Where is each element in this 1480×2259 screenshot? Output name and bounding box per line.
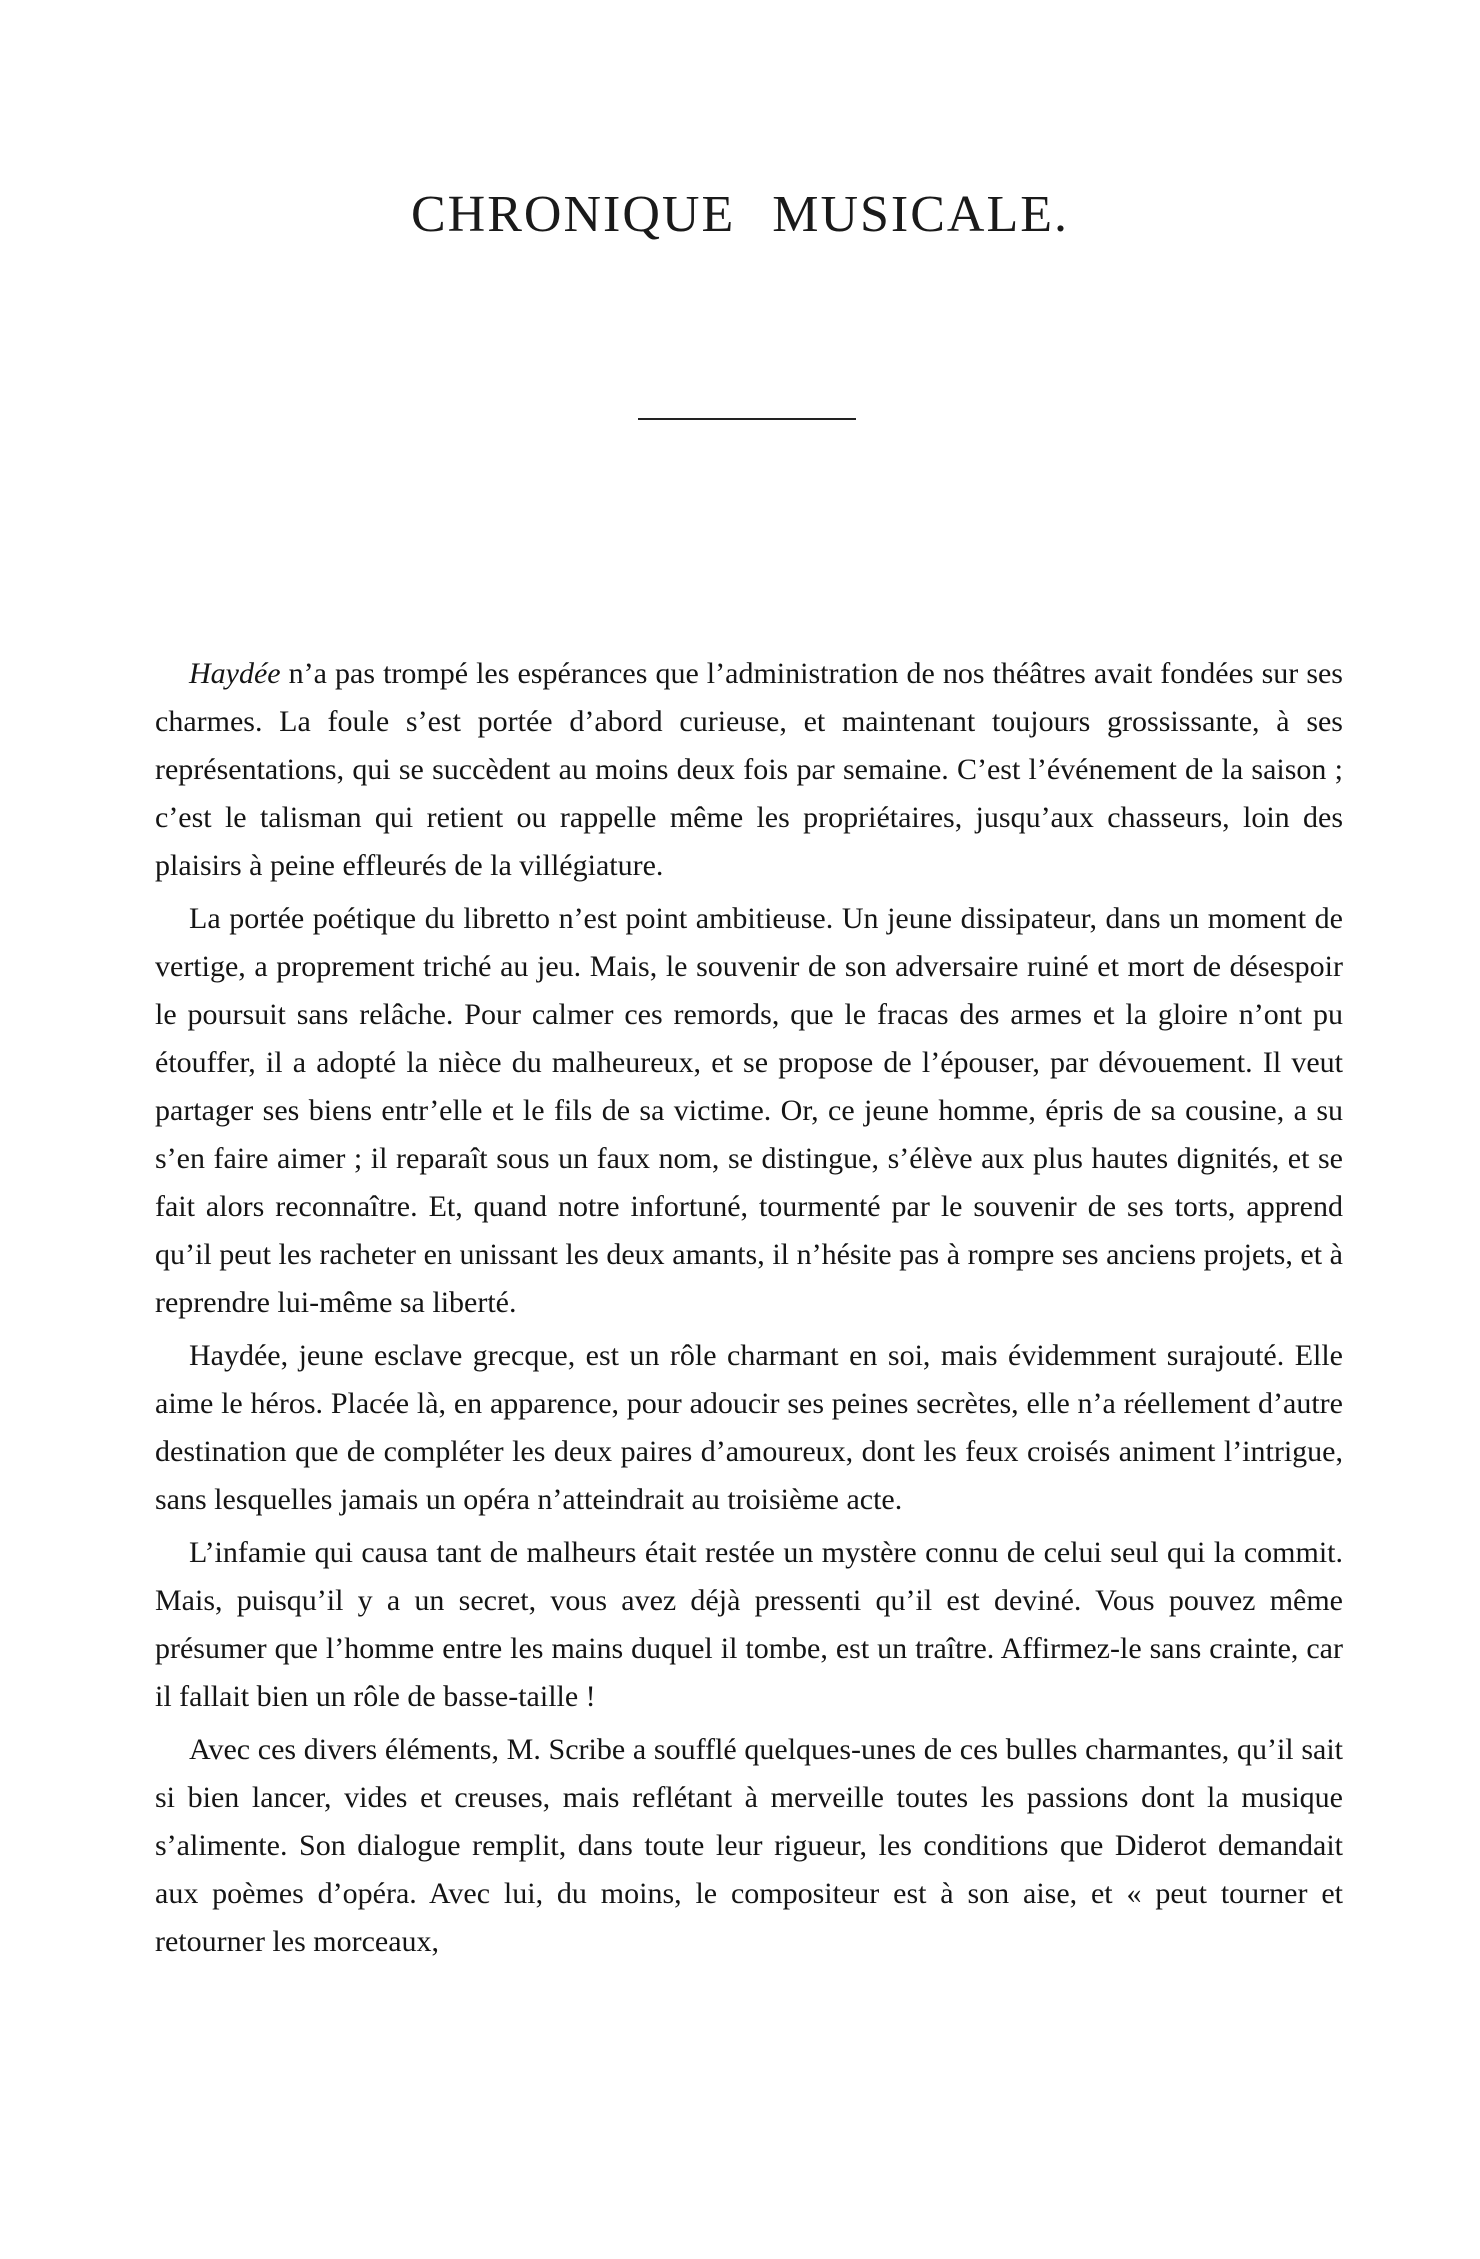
paragraph-1 [155, 650, 1343, 890]
paragraph-3: Haydée, jeune esclave grecque, est un rôle charmant en soi, mais évidemment surajouté. Elle aime le héros. Placée là, en apparence, pour adoucir ses peines secrètes, elle n’a réellement d’autre destination que de compléter les deux paires d’amoureux, dont les feux croisés animent l’intrigue, sans lesquelles jamais un opéra n’atteindrait au troisième acte. [155, 1339, 1343, 1516]
opera-title: Haydée [189, 657, 281, 690]
paragraph-4: L’infamie qui causa tant de malheurs était restée un mystère connu de celui seul qui la commit. Mais, puisqu’il y a un secret, vous avez déjà pressenti qu’il est deviné. Vous pouvez même présumer que l’homme entre les mains duquel il tombe, est un traître. Affirmez-le sans crainte, car il fallait bien un rôle de basse-taille ! [155, 1536, 1343, 1713]
paragraph-1-text: n’a pas trompé les espérances que l’administration de nos théâtres avait fondées sur ses charmes. La foule s’est portée d’abord curieuse, et maintenant toujours grossissante, à ses représentations, qui se succèdent au moins deux fois par semaine. C’est l’événement de la saison ; c’est le talisman qui retient ou rappelle même les propriétaires, jusqu’aux chasseurs, loin des plaisirs à peine effleurés de la villégiature. [155, 657, 1343, 882]
page-title: CHRONIQUE MUSICALE. [411, 186, 1069, 243]
paragraph-2: La portée poétique du libretto n’est point ambitieuse. Un jeune dissipateur, dans un moment de vertige, a proprement triché au jeu. Mais, le souvenir de son adversaire ruiné et mort de désespoir le poursuit sans relâche. Pour calmer ces remords, que le fracas des armes et la gloire n’ont pu étouffer, il a adopté la nièce du malheureux, et se propose de l’épouser, par dévouement. Il veut partager ses biens entr’elle et le fils de sa victime. Or, ce jeune homme, épris de sa cousine, a su s’en faire aimer ; il reparaît sous un faux nom, se distingue, s’élève aux plus hautes dignités, et se fait alors reconnaître. Et, quand notre infortuné, tourmenté par le souvenir de ses torts, apprend qu’il peut les racheter en unissant les deux amants, il n’hésite pas à rompre ses anciens projets, et à reprendre lui-même sa liberté. [155, 902, 1343, 1319]
title-divider [638, 418, 856, 420]
article-body [155, 650, 1343, 1971]
paragraph-5: Avec ces divers éléments, M. Scribe a soufflé quelques-unes de ces bulles charmantes, qu’il sait si bien lancer, vides et creuses, mais reflétant à merveille toutes les passions dont la musique s’alimente. Son dialogue remplit, dans toute leur rigueur, les conditions que Diderot demandait aux poèmes d’opéra. Avec lui, du moins, le compositeur est à son aise, et « peut tourner et retourner les morceaux, [155, 1733, 1343, 1958]
